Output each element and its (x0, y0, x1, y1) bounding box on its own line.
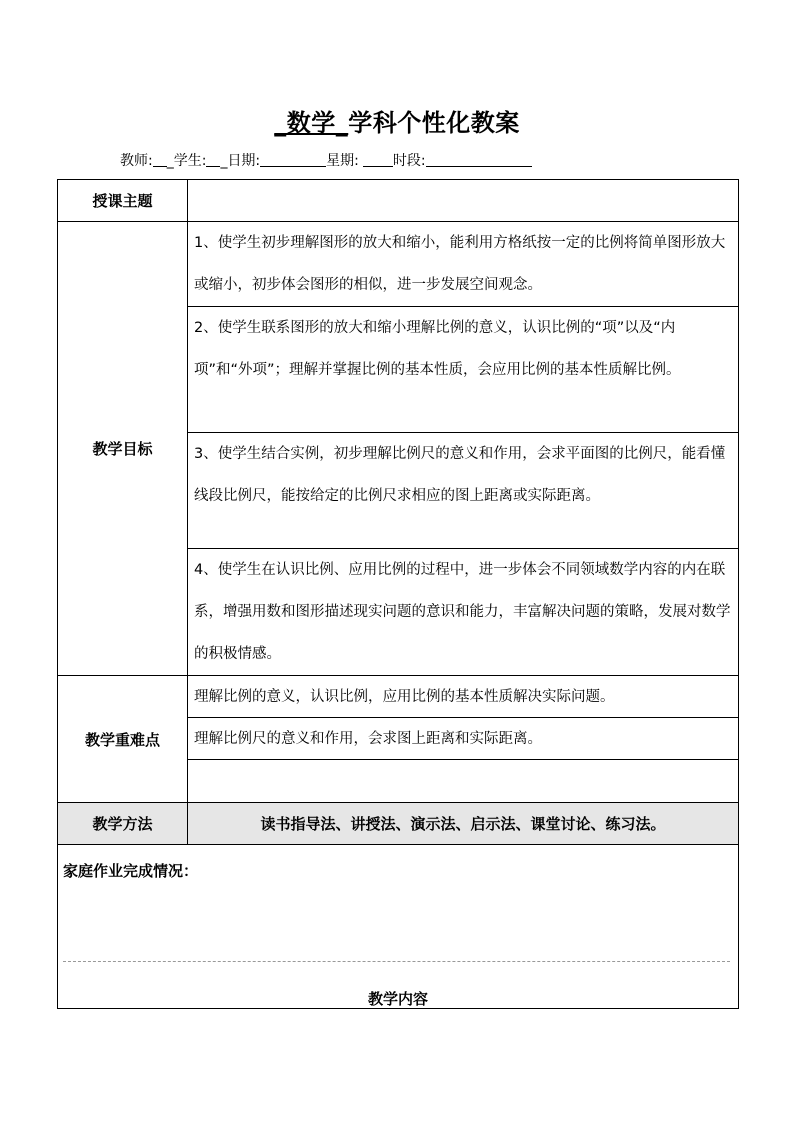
document-title (0, 103, 794, 138)
teaching-content-heading: 教学内容 (367, 990, 428, 1008)
keypoint-item: 理解比例的意义，认识比例，应用比例的基本性质解决实际问题。 (188, 676, 739, 718)
objectives-label: 教学目标 (58, 222, 188, 676)
date-label: _日期: (220, 153, 261, 169)
period-blank[interactable] (426, 152, 532, 167)
weekday-label: 星期: (326, 153, 359, 169)
objective-row (58, 222, 739, 307)
keypoint-item[interactable] (188, 760, 739, 803)
objective-item: 4、使学生在认识比例、应用比例的过程中，进一步体会不同领域数学内容的内在联系，增强用数和图形描述现实问题的意识和能力，丰富解决问题的策略，发展对数学的积极情感。 (188, 549, 739, 676)
objective-item: 1、使学生初步理解图形的放大和缩小，能利用方格纸按一定的比例将简单图形放大或缩小，初步体会图形的相似，进一步发展空间观念。 (188, 222, 739, 307)
objective-item: 3、使学生结合实例，初步理解比例尺的意义和作用，会求平面图的比例尺，能看懂线段比例尺，能按给定的比例尺求相应的图上距离或实际距离。 (188, 433, 739, 549)
keypoint-row (58, 676, 739, 718)
student-label: _学生: (166, 153, 207, 169)
subject-name: _数学_ (274, 109, 349, 137)
objective-item: 2、使学生联系图形的放大和缩小理解比例的意义，认识比例的“项”以及“内项”和“外项”；理解并掌握比例的基本性质，会应用比例的基本性质解比例。 (188, 307, 739, 433)
period-label: 时段: (392, 153, 426, 169)
topic-value-cell[interactable] (188, 180, 739, 222)
teacher-label: 教师: (120, 153, 153, 169)
homework-label: 家庭作业完成情况： (63, 862, 199, 880)
homework-cell[interactable] (58, 845, 739, 1009)
keypoints-label: 教学重难点 (58, 676, 188, 803)
lesson-plan-table (57, 179, 739, 1009)
dashed-divider (63, 961, 730, 962)
method-row (58, 803, 739, 845)
weekday-blank[interactable] (363, 152, 393, 167)
student-blank[interactable] (206, 152, 220, 167)
topic-row (58, 180, 739, 222)
method-value: 读书指导法、讲授法、演示法、启示法、课堂讨论、练习法。 (188, 803, 739, 845)
teacher-blank[interactable] (153, 152, 167, 167)
header-meta-line (120, 150, 532, 170)
date-blank[interactable] (260, 152, 326, 167)
title-text: 学科个性化教案 (348, 109, 520, 137)
topic-label: 授课主题 (58, 180, 188, 222)
method-label: 教学方法 (58, 803, 188, 845)
homework-row (58, 845, 739, 1009)
keypoint-item: 理解比例尺的意义和作用，会求图上距离和实际距离。 (188, 718, 739, 760)
